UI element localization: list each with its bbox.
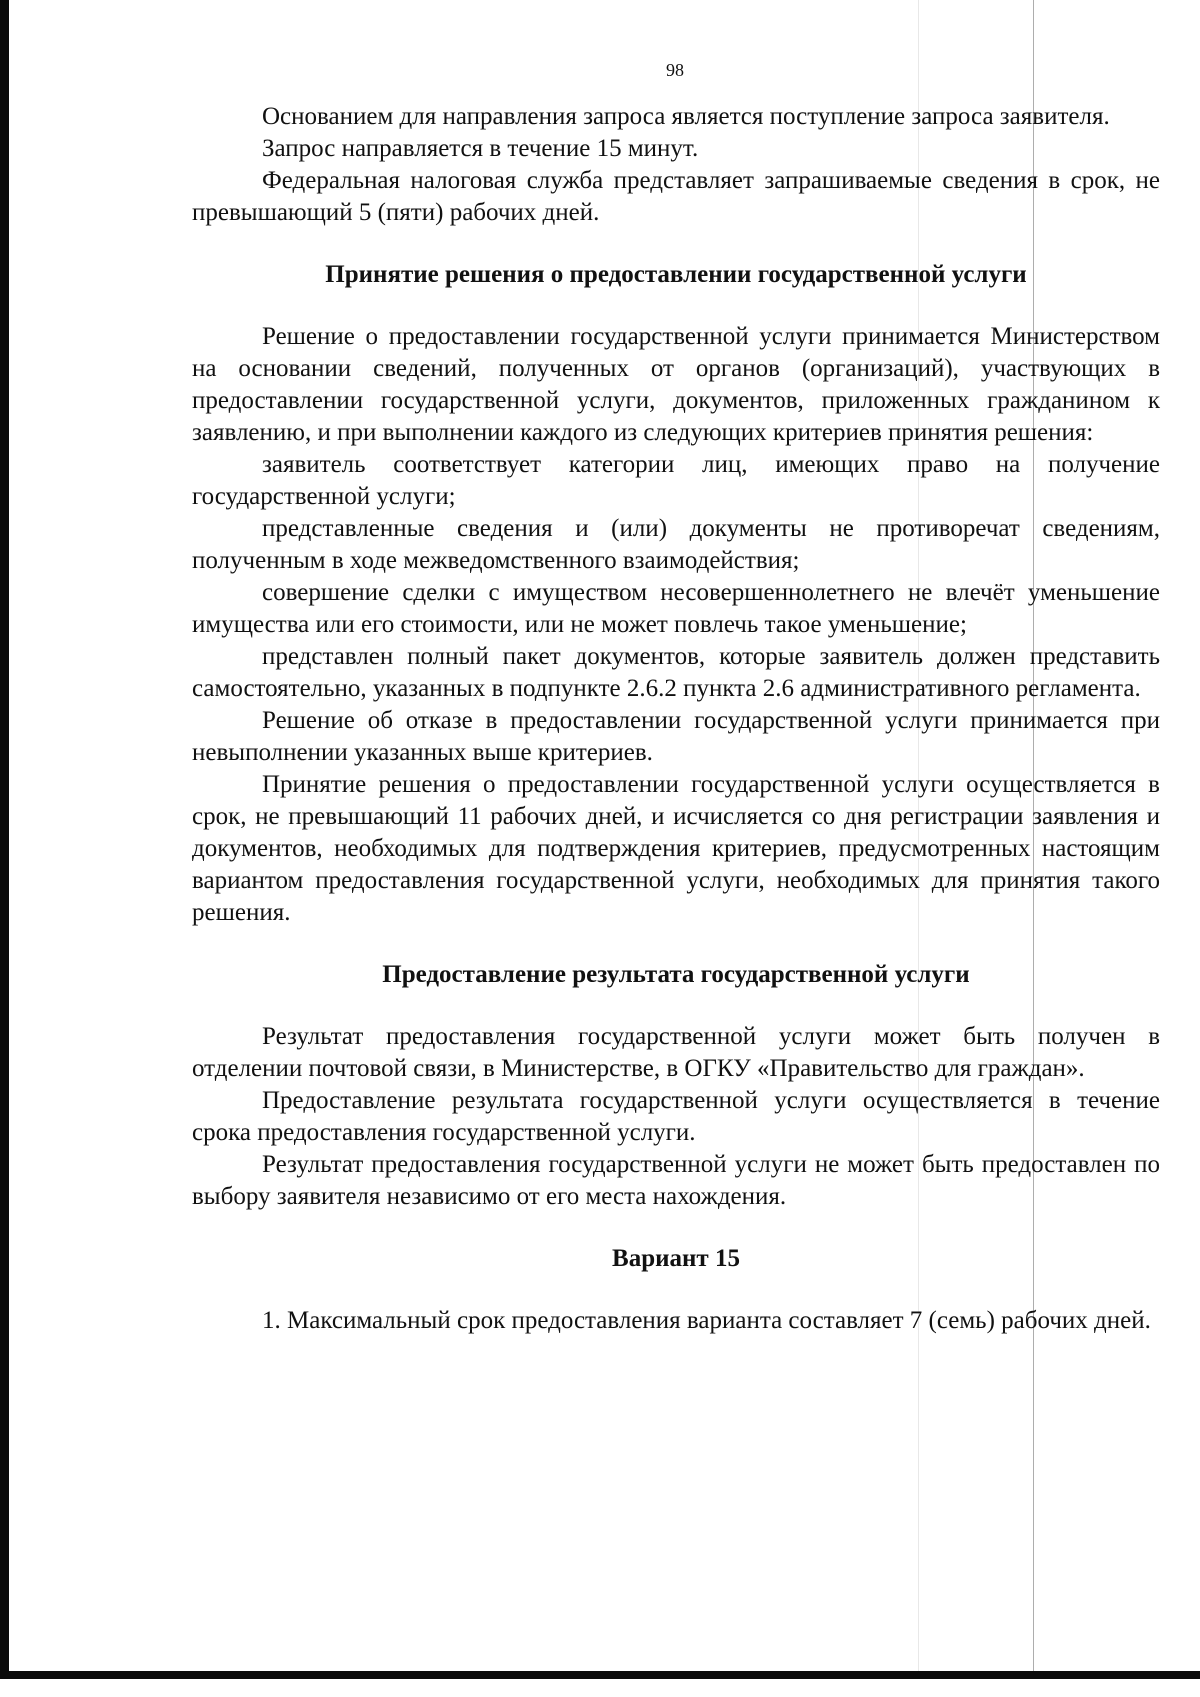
criterion-item: совершение сделки с имуществом несовершеннолетнего не влечёт уменьшение имущества или его стоимости, или не может повлечь такое уменьшение; [192, 579, 1160, 638]
scan-left-border [0, 0, 9, 1678]
criterion-item: представленные сведения и (или) документы не противоречат сведениям, полученным в ходе межведомственного взаимодействия; [192, 515, 1160, 574]
paragraph: Решение о предоставлении государственной услуги принимается Министерством на основании сведений, полученных от органов (организаций), участвующих в предоставлении государственной услуги, документов, приложенных гражданином к заявлению, и при выполнении каждого из следующих критериев принятия решения: [192, 323, 1160, 446]
paragraph: Результат предоставления государственной услуги может быть получен в отделении почтовой связи, в Министерстве, в ОГКУ «Правительство для граждан». [192, 1023, 1160, 1082]
document-body [192, 101, 1160, 1337]
section-heading: Принятие решения о предоставлении государственной услуги [325, 261, 1027, 288]
scan-bottom-border [0, 1671, 1200, 1679]
paragraph: Предоставление результата государственной услуги осуществляется в течение срока предоставления государственной услуги. [192, 1087, 1160, 1146]
paragraph: Результат предоставления государственной услуги не может быть предоставлен по выбору заявителя независимо от его места нахождения. [192, 1151, 1160, 1210]
page-number: 98 [666, 60, 684, 80]
paragraph: 1. Максимальный срок предоставления варианта составляет 7 (семь) рабочих дней. [262, 1307, 1151, 1334]
criterion-item: заявитель соответствует категории лиц, имеющих право на получение государственной услуги; [192, 451, 1160, 510]
paragraph: Решение об отказе в предоставлении государственной услуги принимается при невыполнении указанных выше критериев. [192, 707, 1160, 766]
paragraph: Запрос направляется в течение 15 минут. [262, 135, 699, 162]
paragraph: Принятие решения о предоставлении государственной услуги осуществляется в срок, не превышающий 11 рабочих дней, и исчисляется со дня регистрации заявления и документов, необходимых для подтверждения критериев, предусмотренных настоящим вариантом предоставления государственной услуги, необходимых для принятия такого решения. [192, 771, 1160, 926]
criterion-item: представлен полный пакет документов, которые заявитель должен представить самостоятельно, указанных в подпункте 2.6.2 пункта 2.6 административного регламента. [192, 643, 1160, 702]
section-heading: Предоставление результата государственной услуги [382, 961, 970, 988]
paragraph: Основанием для направления запроса является поступление запроса заявителя. [262, 103, 1110, 130]
variant-heading: Вариант 15 [612, 1245, 740, 1272]
paragraph: Федеральная налоговая служба представляет запрашиваемые сведения в срок, не превышающий 5 (пяти) рабочих дней. [192, 167, 1160, 226]
